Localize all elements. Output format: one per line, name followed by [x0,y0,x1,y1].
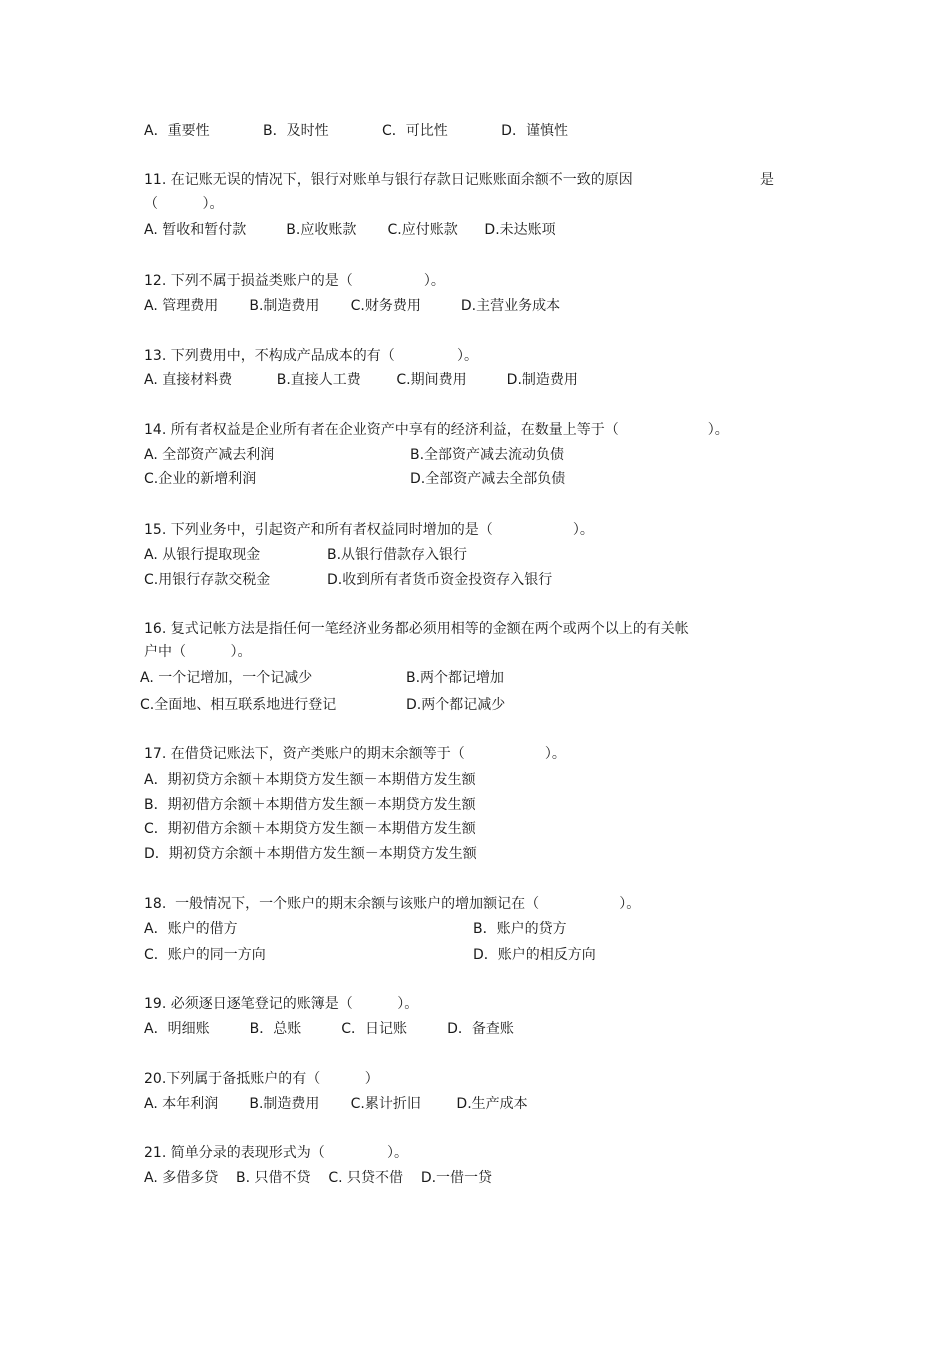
q16-stem-cont: 户中（ ）。 [144,644,252,660]
q14-option-d: D.全部资产减去全部负债 [410,471,566,487]
q17-option-c: C．期初借方余额＋本期贷方发生额－本期借方发生额 [144,821,476,837]
q11-stem-end: 是 [760,172,774,188]
q11-blank: （ ）。 [144,196,224,212]
q19-options: A．明细账 B．总账 C．日记账 D．备查账 [144,1021,514,1037]
q20-stem: 20.下列属于备抵账户的有（ ） [144,1071,379,1087]
q15-stem: 15. 下列业务中，引起资产和所有者权益同时增加的是（ ）。 [144,522,594,538]
q18-option-a: A．账户的借方 [144,921,238,937]
q21-stem: 21. 简单分录的表现形式为（ ）。 [144,1145,409,1161]
q16-option-d: D.两个都记减少 [406,697,506,713]
q14-option-a: A. 全部资产减去利润 [144,447,275,463]
q15-option-d: D.收到所有者货币资金投资存入银行 [327,572,553,588]
q17-stem: 17. 在借贷记账法下，资产类账户的期末余额等于（ ）。 [144,746,566,762]
q13-options: A. 直接材料费 B.直接人工费 C.期间费用 D.制造费用 [144,372,578,388]
q16-stem: 16. 复式记帐方法是指任何一笔经济业务都必须用相等的金额在两个或两个以上的有关帐 [144,621,689,637]
q11-options: A. 暂收和暂付款 B.应收账款 C.应付账款 D.未达账项 [144,222,556,238]
q18-option-c: C．账户的同一方向 [144,947,266,963]
q17-option-d: D．期初贷方余额＋本期借方发生额－本期贷方发生额 [144,846,477,862]
q13-stem: 13. 下列费用中，不构成产品成本的有（ ）。 [144,348,479,364]
q17-option-b: B．期初借方余额＋本期借方发生额－本期贷方发生额 [144,797,476,813]
q14-option-c: C.企业的新增利润 [144,471,257,487]
q10-options: A．重要性 B．及时性 C．可比性 D．谨慎性 [144,123,568,139]
q20-options: A. 本年利润 B.制造费用 C.累计折旧 D.生产成本 [144,1096,528,1112]
q12-stem: 12. 下列不属于损益类账户的是（ ）。 [144,273,445,289]
q16-option-a: A. 一个记增加，一个记减少 [140,670,313,686]
q16-option-c: C.全面地、相互联系地进行登记 [140,697,337,713]
q18-option-b: B．账户的贷方 [473,921,567,937]
q15-option-c: C.用银行存款交税金 [144,572,271,588]
q12-options: A. 管理费用 B.制造费用 C.财务费用 D.主营业务成本 [144,298,561,314]
q17-option-a: A．期初贷方余额＋本期贷方发生额－本期借方发生额 [144,772,476,788]
q18-option-d: D．账户的相反方向 [473,947,596,963]
q15-option-a: A. 从银行提取现金 [144,547,261,563]
q14-stem: 14. 所有者权益是企业所有者在企业资产中享有的经济利益，在数量上等于（ ）。 [144,422,729,438]
q11-stem: 11. 在记账无误的情况下，银行对账单与银行存款日记账账面余额不一致的原因 [144,172,633,188]
q16-option-b: B.两个都记增加 [406,670,505,686]
q14-option-b: B.全部资产减去流动负债 [410,447,565,463]
q21-options: A. 多借多贷 B. 只借不贷 C. 只贷不借 D.一借一贷 [144,1170,493,1186]
q19-stem: 19. 必须逐日逐笔登记的账簿是（ ）。 [144,996,419,1012]
q18-stem: 18. 一般情况下，一个账户的期末余额与该账户的增加额记在（ ）。 [144,896,641,912]
q15-option-b: B.从银行借款存入银行 [327,547,468,563]
